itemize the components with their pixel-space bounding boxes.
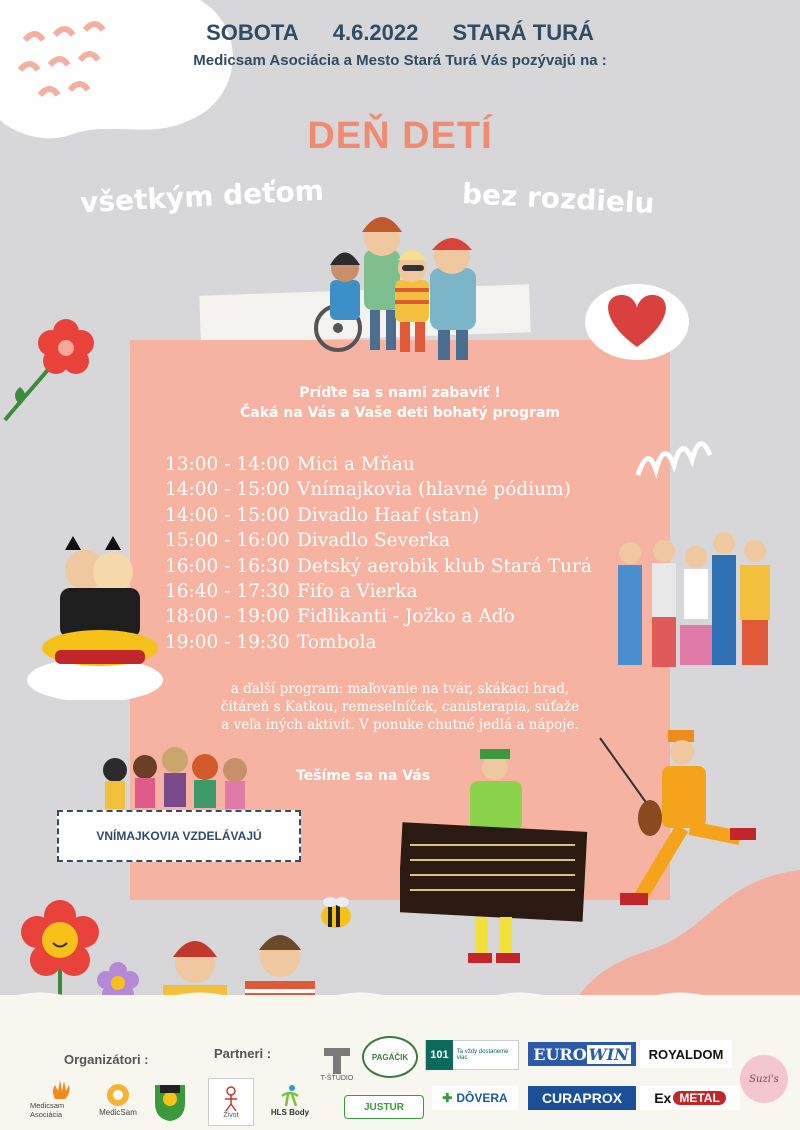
kids-illustration bbox=[300, 210, 490, 370]
partners-label: Partneri : bbox=[214, 1046, 272, 1061]
cat-performers-photo bbox=[25, 530, 165, 700]
logo-text: DÔVERA bbox=[456, 1091, 508, 1105]
schedule-time: 15:00 - 16:00 bbox=[165, 530, 290, 552]
logo-suzis: Suzi's bbox=[740, 1055, 788, 1103]
logo-exmetal bbox=[640, 1086, 740, 1110]
closing-text: Tešíme sa na Vás bbox=[296, 768, 431, 784]
schedule-event: Fidlikanti - Jožko a Aďo bbox=[297, 606, 515, 628]
footer-wave bbox=[0, 980, 800, 1010]
sun-icon bbox=[105, 1082, 131, 1108]
schedule-event: Mici a Mňau bbox=[297, 454, 415, 475]
tagline-right: bez rozdielu bbox=[461, 176, 656, 221]
logo-pagacik: PAGÁČIK bbox=[362, 1036, 418, 1078]
schedule-event: Vnímajkovia (hlavné pódium) bbox=[297, 479, 571, 501]
t-icon bbox=[322, 1045, 352, 1075]
logo-medicsam-asociacia bbox=[30, 1075, 92, 1123]
schedule-time: 14:00 - 15:00 bbox=[165, 479, 290, 501]
dolls-photo bbox=[95, 745, 265, 815]
schedule-row bbox=[165, 528, 645, 553]
heart-icon bbox=[582, 282, 692, 362]
logo-text: Život bbox=[223, 1111, 239, 1119]
logo-subtext: Ta vždy dostaneme viac bbox=[456, 1049, 509, 1061]
schedule-event: Fifo a Vierka bbox=[297, 581, 418, 603]
schedule-time: 19:00 - 19:30 bbox=[165, 631, 290, 653]
extra-line-2: čitáreň s Katkou, remeselníček, canisterapia, súťaže bbox=[220, 699, 580, 715]
logo-text: Ex bbox=[654, 1090, 672, 1106]
crest-icon bbox=[152, 1081, 188, 1123]
dolls-banner: VNÍMAJKOVIA VZDELÁVAJÚ bbox=[57, 810, 301, 862]
flower-icon bbox=[0, 310, 110, 430]
logo-stara-tura-crest bbox=[150, 1080, 190, 1124]
event-day: SOBOTA bbox=[206, 20, 299, 45]
schedule-row bbox=[165, 579, 645, 604]
logo-eurowin bbox=[528, 1042, 636, 1066]
invite-line-2: Čaká na Vás a Vaše deti bohatý program bbox=[239, 405, 561, 421]
schedule-event: Divadlo Haaf (stan) bbox=[297, 504, 480, 526]
schedule-row bbox=[165, 554, 645, 579]
logo-hls-body bbox=[262, 1078, 318, 1122]
schedule-event: Divadlo Severka bbox=[297, 530, 451, 552]
stick-figure-icon bbox=[221, 1086, 241, 1112]
invitation-line: Medicsam Asociácia a Mesto Stará Turá Vás pozývajú na : bbox=[193, 52, 607, 69]
schedule-time: 14:00 - 15:00 bbox=[165, 504, 290, 526]
schedule-row bbox=[165, 477, 645, 502]
schedule-row bbox=[165, 452, 645, 477]
event-header bbox=[0, 20, 800, 46]
runner-icon bbox=[278, 1084, 302, 1108]
schedule-event: Detský aerobik klub Stará Turá bbox=[297, 555, 592, 577]
organizers-label: Organizátori : bbox=[64, 1052, 149, 1067]
logo-justur: JUSTUR bbox=[344, 1095, 424, 1119]
schedule-row bbox=[165, 604, 645, 629]
logo-text: T-ŠTÚDIO bbox=[320, 1074, 354, 1082]
schedule-row bbox=[165, 630, 645, 655]
logo-text: Medicsam Asociácia bbox=[30, 1101, 65, 1119]
logo-royaldom: ROYALDOM bbox=[640, 1040, 732, 1068]
logo-curaprox: CURAPROX bbox=[528, 1086, 636, 1110]
plus-icon: ✚ bbox=[442, 1091, 453, 1105]
logo-zivot bbox=[208, 1078, 254, 1126]
violinist-photo bbox=[590, 728, 760, 923]
program-schedule bbox=[165, 452, 645, 655]
extra-line-3: a veľa iných aktivít. V ponuke chutné jedlá a nápoje. bbox=[221, 717, 579, 733]
schedule-row bbox=[165, 503, 645, 528]
extra-program bbox=[150, 680, 650, 734]
extra-line-1: a ďalší program: maľovanie na tvár, skákací hrad, bbox=[230, 681, 570, 697]
event-place: STARÁ TURÁ bbox=[452, 20, 594, 45]
logo-text: WIN bbox=[588, 1044, 629, 1064]
schedule-time: 18:00 - 19:00 bbox=[165, 606, 290, 628]
logo-tstudio bbox=[318, 1040, 356, 1086]
invite-line-1: Príďte sa s nami zabaviť ! bbox=[299, 385, 501, 401]
schedule-time: 16:40 - 17:30 bbox=[165, 581, 290, 603]
logo-text: METAL bbox=[673, 1091, 725, 1105]
invite-text bbox=[130, 383, 670, 423]
logo-text: EURO bbox=[533, 1044, 587, 1064]
logo-text: MedicSam bbox=[99, 1107, 137, 1117]
logo-medicsam bbox=[92, 1075, 144, 1123]
logo-dovera bbox=[432, 1086, 518, 1110]
schedule-time: 16:00 - 16:30 bbox=[165, 555, 290, 577]
page-title: DEŇ DETÍ bbox=[307, 115, 493, 157]
schedule-event: Tombola bbox=[297, 631, 377, 653]
schedule-time: 13:00 - 14:00 bbox=[165, 454, 290, 475]
cimbalom-player-photo bbox=[400, 745, 600, 970]
logo-text: 101 bbox=[426, 1040, 453, 1070]
logo-text: HLS Body bbox=[270, 1107, 310, 1117]
hand-icon bbox=[50, 1079, 72, 1101]
clown-group-photo bbox=[600, 525, 790, 685]
event-date: 4.6.2022 bbox=[332, 20, 419, 45]
logo-101-progres bbox=[425, 1040, 519, 1070]
tagline-left: všetkým deťom bbox=[79, 173, 325, 220]
